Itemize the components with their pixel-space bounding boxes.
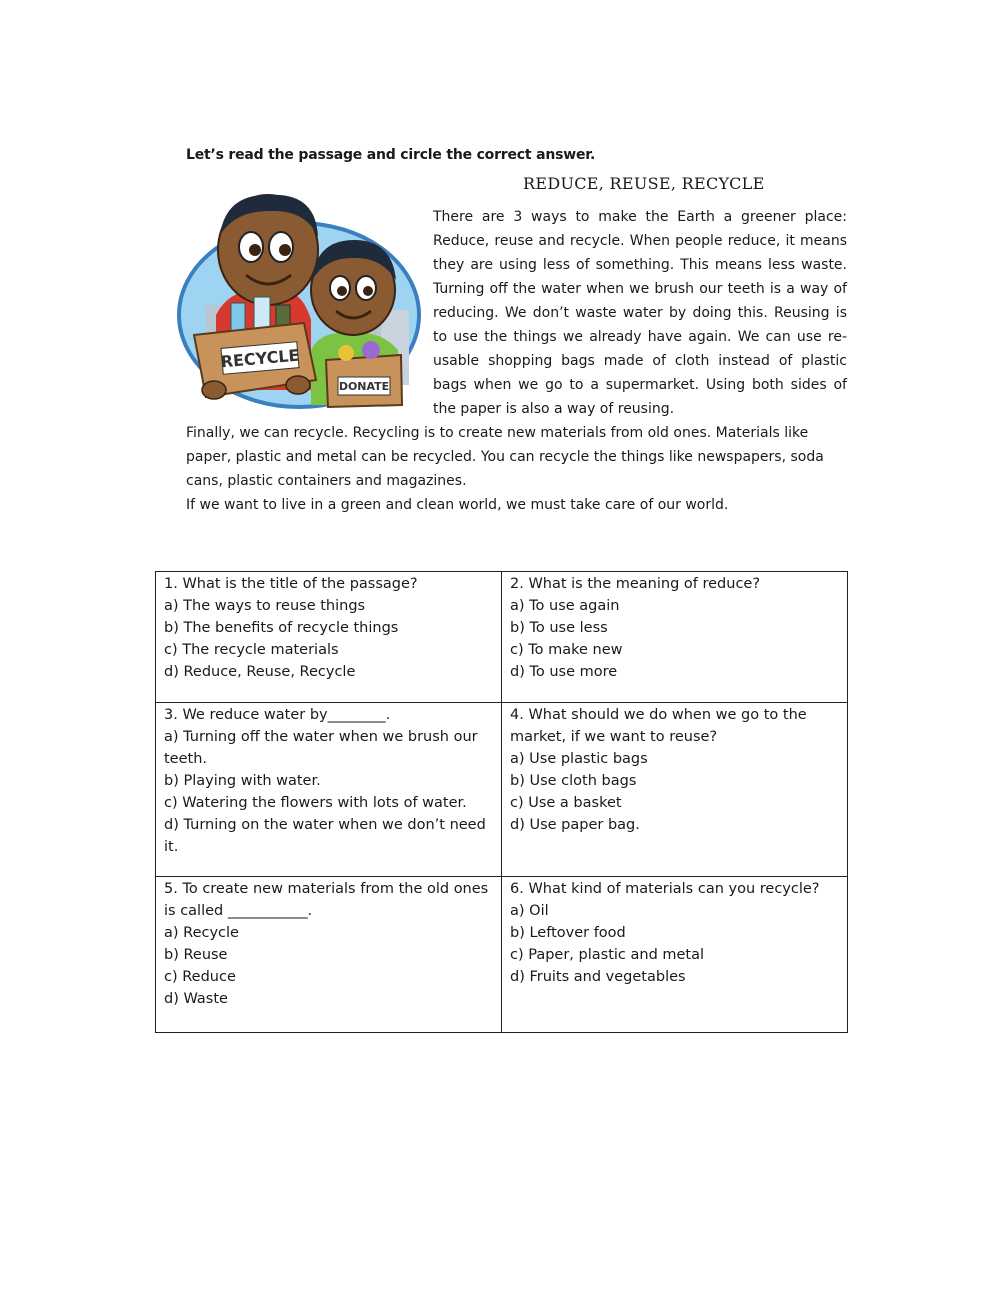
answer-option[interactable]: c) Use a basket	[510, 795, 622, 811]
answer-option[interactable]: b) Use cloth bags	[510, 773, 637, 789]
answer-option[interactable]: a) Turning off the water when we brush our teeth.	[164, 729, 478, 767]
answer-option[interactable]: d) Fruits and vegetables	[510, 969, 686, 985]
answer-option[interactable]: a) Recycle	[164, 925, 239, 941]
question-cell-1	[156, 572, 502, 703]
answer-option[interactable]: b) Playing with water.	[164, 773, 321, 789]
answer-option[interactable]: b) Leftover food	[510, 925, 626, 941]
question-text: 6. What kind of materials can you recycle?	[510, 881, 820, 897]
answer-option[interactable]: d) Use paper bag.	[510, 817, 640, 833]
question-text: 4. What should we do when we go to the market, if we want to reuse?	[510, 707, 807, 745]
question-text: 2. What is the meaning of reduce?	[510, 576, 761, 592]
answer-option[interactable]: c) Watering the flowers with lots of water.	[164, 795, 467, 811]
answer-option[interactable]: c) Reduce	[164, 969, 236, 985]
donate-box-label: DONATE	[338, 380, 390, 393]
recycle-box-label: RECYCLE	[219, 345, 301, 372]
answer-option[interactable]: c) To make new	[510, 642, 623, 658]
answer-option[interactable]: d) Waste	[164, 991, 228, 1007]
answer-option[interactable]: b) Reuse	[164, 947, 228, 963]
answer-option[interactable]: b) To use less	[510, 620, 608, 636]
instruction-text: Let’s read the passage and circle the correct answer.	[186, 147, 596, 163]
question-text: 1. What is the title of the passage?	[164, 576, 418, 592]
question-cell-4	[502, 703, 848, 877]
question-cell-5	[156, 877, 502, 1033]
answer-option[interactable]: a) The ways to reuse things	[164, 598, 366, 614]
answer-option[interactable]: a) Oil	[510, 903, 549, 919]
answer-option[interactable]: a) Use plastic bags	[510, 751, 648, 767]
answer-option[interactable]: d) Turning on the water when we don’t need it.	[164, 817, 486, 855]
question-cell-3	[156, 703, 502, 877]
passage-title: REDUCE, REUSE, RECYCLE	[523, 174, 765, 193]
questions-table	[155, 571, 848, 1033]
answer-option[interactable]: a) To use again	[510, 598, 620, 614]
answer-option[interactable]: d) Reduce, Reuse, Recycle	[164, 664, 356, 680]
passage-paragraph-2: Finally, we can recycle. Recycling is to create new materials from old ones. Materials like paper, plastic and metal can be recycled. You can recycle the things like newspapers, soda cans, plastic containers and magazines.	[186, 425, 824, 489]
answer-option[interactable]: c) Paper, plastic and metal	[510, 947, 705, 963]
passage-paragraph-3: If we want to live in a green and clean world, we must take care of our world.	[186, 497, 729, 513]
answer-option[interactable]: c) The recycle materials	[164, 642, 339, 658]
question-cell-2	[502, 572, 848, 703]
recycle-kids-illustration	[176, 185, 426, 415]
question-cell-6	[502, 877, 848, 1033]
question-text: 5. To create new materials from the old ones is called ___________.	[164, 881, 489, 919]
answer-option[interactable]: b) The benefits of recycle things	[164, 620, 399, 636]
answer-option[interactable]: d) To use more	[510, 664, 618, 680]
question-text: 3. We reduce water by________.	[164, 707, 391, 723]
passage-paragraph-1: There are 3 ways to make the Earth a greener place: Reduce, reuse and recycle. When people reduce, it means they are using less of something. This means less waste. Turning off the water when we brush our teeth is a way of reducing. We don’t waste water by doing this. Reusing is to use the things we already have again. We can use re-usable shopping bags made of cloth instead of plastic bags when we go to a supermarket. Using both sides of the paper is also a way of reusing.	[433, 209, 847, 417]
